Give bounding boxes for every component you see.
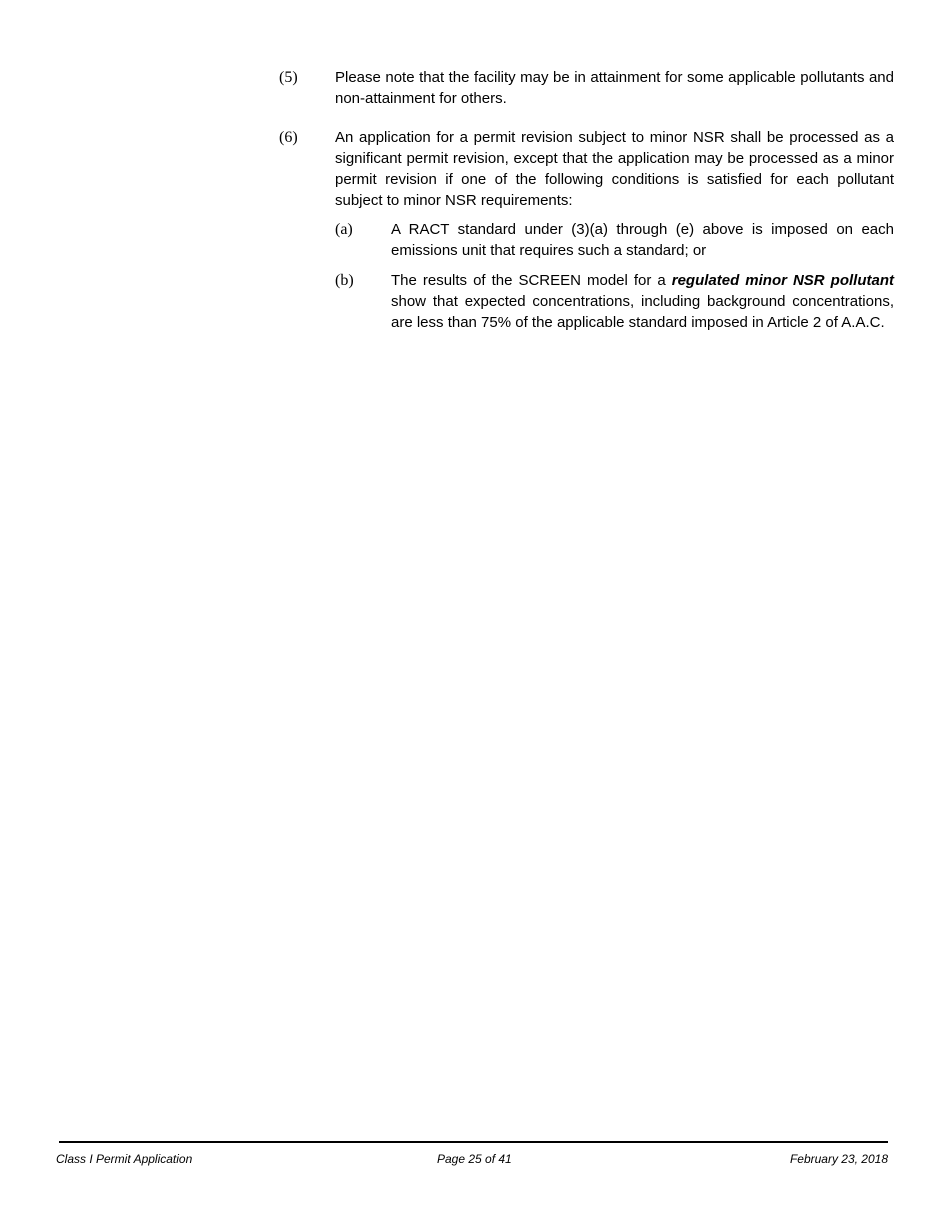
footer-divider (59, 1141, 888, 1143)
paragraph-number: (5) (279, 69, 298, 86)
subparagraph-a (335, 219, 894, 261)
footer-date: February 23, 2018 (789, 1152, 888, 1166)
paragraph-text: An application for a permit revision subject to minor NSR shall be processed as a significant permit revision, except that the application may be processed as a minor permit revision if one of the following conditions is satisfied for each pollutant subject to minor NSR requirements: (335, 129, 894, 209)
paragraph-5 (279, 67, 894, 109)
footer-document-title: Class I Permit Application (56, 1152, 193, 1166)
subparagraph-b (335, 270, 894, 333)
subparagraph-text (391, 270, 894, 333)
footer-page-number: Page 25 of 41 (437, 1152, 512, 1166)
subparagraph-letter: (a) (335, 221, 353, 238)
text-before-term: The results of the SCREEN model for a (391, 272, 672, 289)
subparagraph-text: A RACT standard under (3)(a) through (e) above is imposed on each emissions unit that requires such a standard; or (391, 221, 894, 259)
paragraph-number: (6) (279, 129, 298, 146)
text-after-term: show that expected concentrations, including background concentrations, are less than 75% of the applicable standard imposed in Article 2 of A.A.C. (391, 293, 894, 331)
subparagraph-letter: (b) (335, 272, 354, 289)
defined-term: regulated minor NSR pollutant (671, 272, 894, 289)
paragraph-6 (279, 127, 894, 211)
paragraph-text: Please note that the facility may be in attainment for some applicable pollutants and non-attainment for others. (335, 69, 894, 107)
